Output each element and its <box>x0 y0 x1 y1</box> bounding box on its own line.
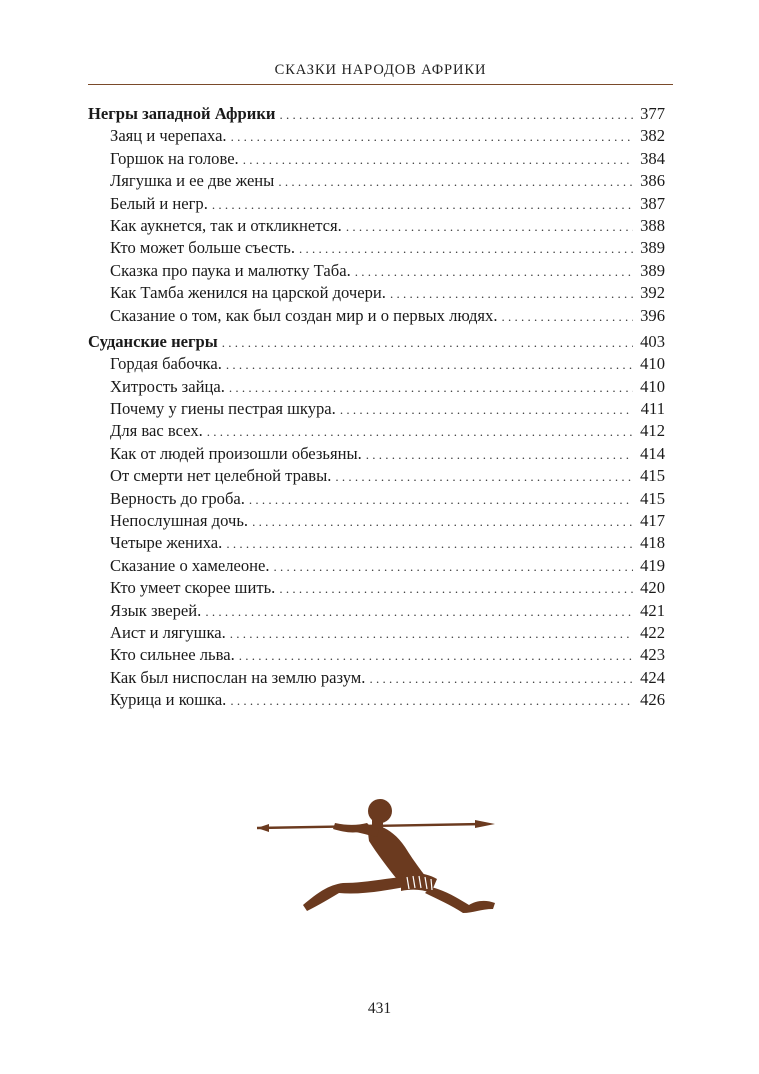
entry-title: Как аукнется, так и откликнется. <box>110 215 342 235</box>
dot-leader <box>205 600 633 623</box>
page-ref: 396 <box>640 305 665 325</box>
entry-title: Аист и лягушка. <box>110 622 226 642</box>
dot-leader <box>252 510 633 533</box>
toc-entry <box>88 170 665 192</box>
dot-leader <box>299 237 633 260</box>
toc-entry <box>88 260 665 282</box>
entry-title: Для вас всех. <box>110 421 203 441</box>
toc-entry <box>88 465 665 487</box>
page-ref: 422 <box>640 622 665 642</box>
toc-entry <box>88 622 665 644</box>
entry-title: Сказание о том, как был создан мир и о первых людях. <box>110 305 498 325</box>
dot-leader <box>243 148 633 171</box>
page-ref: 410 <box>640 376 665 396</box>
toc-entry <box>88 282 665 304</box>
entry-title: Кто умеет скорее шить. <box>110 578 276 598</box>
toc-entry <box>88 555 665 577</box>
toc-entry <box>88 667 665 689</box>
toc-entry <box>88 532 665 554</box>
page-ref: 420 <box>640 578 665 598</box>
dot-leader <box>230 689 633 712</box>
toc-entry <box>88 398 665 420</box>
page-ref: 415 <box>640 488 665 508</box>
page-ref: 388 <box>640 215 665 235</box>
dot-leader <box>340 398 633 421</box>
dot-leader <box>226 353 633 376</box>
page-ref: 426 <box>640 690 665 710</box>
table-of-contents <box>88 103 665 712</box>
dot-leader <box>230 622 633 645</box>
toc-entry <box>88 215 665 237</box>
page-ref: 423 <box>640 645 665 665</box>
toc-entry <box>88 125 665 147</box>
dot-leader <box>229 376 633 399</box>
entry-title: От смерти нет целебной травы. <box>110 466 332 486</box>
toc-entry <box>88 353 665 375</box>
page-ref: 419 <box>640 555 665 575</box>
entry-title: Как Тамба женился на царской дочери. <box>110 283 386 303</box>
entry-title: Непослушная дочь. <box>110 511 249 531</box>
page-ref: 424 <box>640 667 665 687</box>
entry-title: Кто может больше съесть. <box>110 238 296 258</box>
toc-entry <box>88 193 665 215</box>
toc-entry <box>88 305 665 327</box>
page-ref: 414 <box>640 443 665 463</box>
toc-entry <box>88 644 665 666</box>
toc-entry <box>88 443 665 465</box>
page-ref: 403 <box>640 331 665 351</box>
entry-title: Курица и кошка. <box>110 690 227 710</box>
page-ref: 382 <box>640 126 665 146</box>
section-title: Суданские негры <box>88 331 218 351</box>
spear-runner-illustration <box>255 795 505 920</box>
entry-title: Хитрость зайца. <box>110 376 225 396</box>
page-ref: 412 <box>640 421 665 441</box>
dot-leader <box>278 170 633 193</box>
entry-title: Гордая бабочка. <box>110 354 222 374</box>
entry-title: Верность до гроба. <box>110 488 245 508</box>
toc-section-heading <box>88 103 665 125</box>
entry-title: Язык зверей. <box>110 600 202 620</box>
dot-leader <box>249 488 633 511</box>
toc-entry <box>88 510 665 532</box>
toc-entry <box>88 488 665 510</box>
toc-entry <box>88 237 665 259</box>
entry-title: Как от людей произошли обезьяны. <box>110 443 362 463</box>
toc-entry <box>88 577 665 599</box>
dot-leader <box>274 555 633 578</box>
entry-title: Почему у гиены пестрая шкура. <box>110 399 336 419</box>
page-ref: 384 <box>640 148 665 168</box>
dot-leader <box>222 331 633 354</box>
entry-title: Лягушка и ее две жены <box>110 171 275 191</box>
page-ref: 389 <box>640 260 665 280</box>
dot-leader <box>239 644 633 667</box>
page-ref: 410 <box>640 354 665 374</box>
entry-title: Четыре жениха. <box>110 533 223 553</box>
page-ref: 386 <box>640 171 665 191</box>
page-ref: 418 <box>640 533 665 553</box>
toc-entry <box>88 420 665 442</box>
running-head: СКАЗКИ НАРОДОВ АФРИКИ <box>274 62 487 78</box>
entry-title: Кто сильнее льва. <box>110 645 235 665</box>
toc-entry <box>88 148 665 170</box>
page-ref: 421 <box>640 600 665 620</box>
page-ref: 417 <box>640 511 665 531</box>
dot-leader <box>207 420 633 443</box>
page-ref: 387 <box>640 193 665 213</box>
toc-entry <box>88 600 665 622</box>
entry-title: Сказание о хамелеоне. <box>110 555 270 575</box>
dot-leader <box>226 532 633 555</box>
entry-title: Как был ниспослан на землю разум. <box>110 667 366 687</box>
dot-leader <box>355 260 633 283</box>
dot-leader <box>501 305 633 328</box>
dot-leader <box>369 667 633 690</box>
dot-leader <box>335 465 633 488</box>
page-ref: 392 <box>640 283 665 303</box>
dot-leader <box>366 443 633 466</box>
entry-title: Горшок на голове. <box>110 148 239 168</box>
page-ref: 411 <box>640 399 665 419</box>
dot-leader <box>346 215 633 238</box>
page-ref: 415 <box>640 466 665 486</box>
header-rule <box>88 84 673 85</box>
page-ref: 389 <box>640 238 665 258</box>
toc-section-heading <box>88 331 665 353</box>
dot-leader <box>390 282 633 305</box>
toc-entry <box>88 689 665 711</box>
dot-leader <box>231 125 633 148</box>
entry-title: Заяц и черепаха. <box>110 126 227 146</box>
entry-title: Белый и негр. <box>110 193 208 213</box>
dot-leader <box>279 103 633 126</box>
page-ref: 377 <box>640 104 665 123</box>
toc-entry <box>88 376 665 398</box>
dot-leader <box>212 193 633 216</box>
page-number: 431 <box>367 1000 392 1017</box>
section-title: Негры западной Африки <box>88 104 276 123</box>
entry-title: Сказка про паука и малютку Таба. <box>110 260 351 280</box>
dot-leader <box>279 577 633 600</box>
